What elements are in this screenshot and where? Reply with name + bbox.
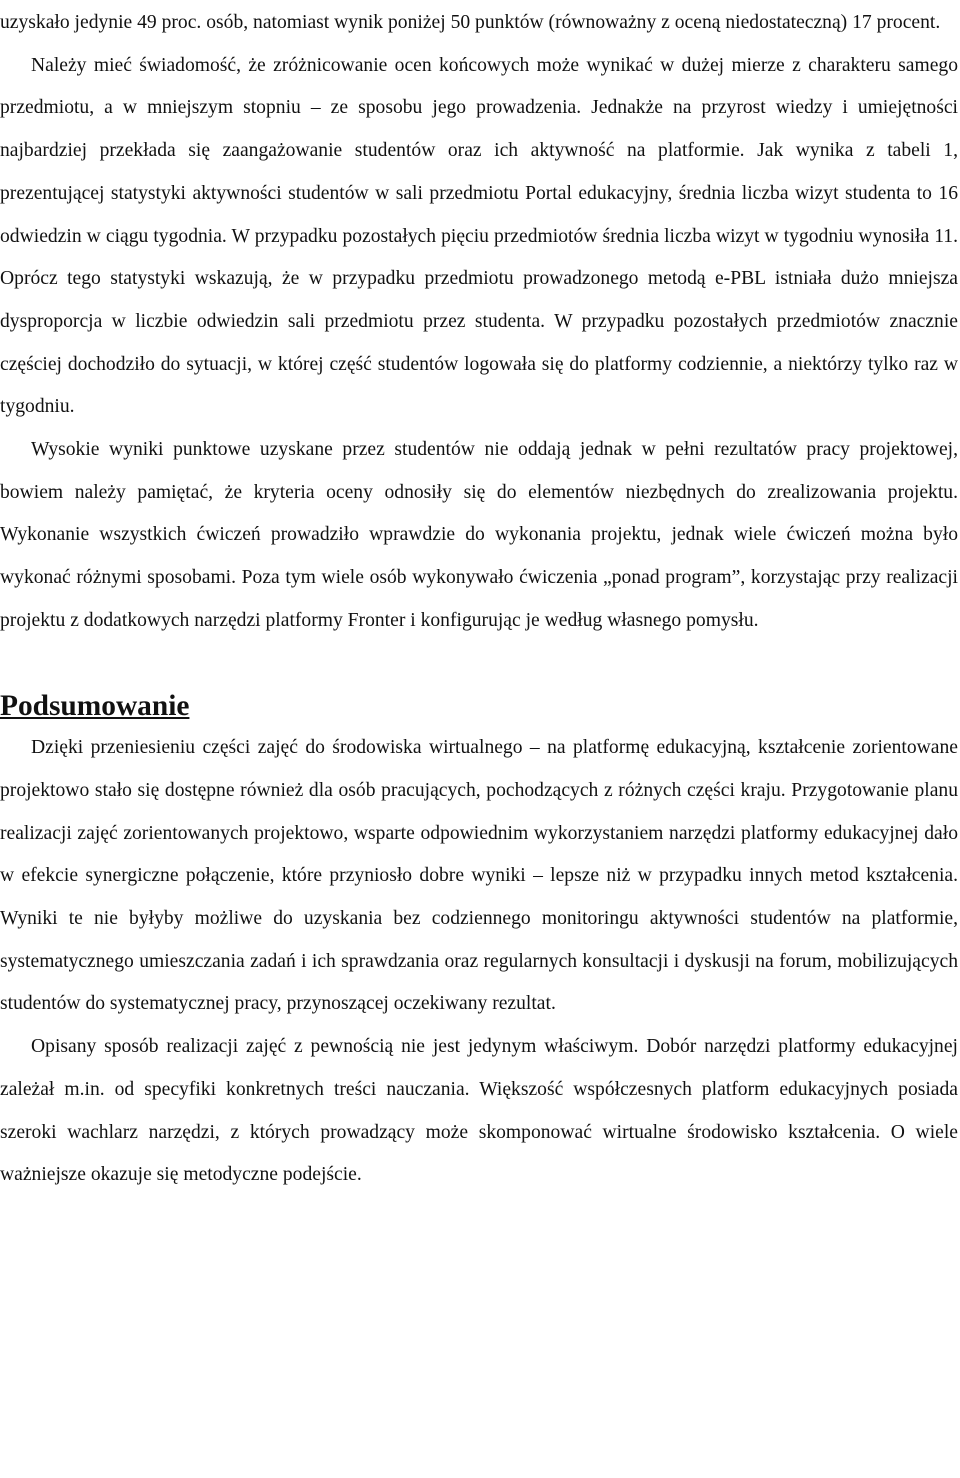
summary-paragraph-1: Dzięki przeniesieniu części zajęć do środowiska wirtualnego – na platformę edukacyjną, kształcenie zorientowane projektowo stało się dostępne również dla osób pracujących, pochodzących z różnych części kraju. Przygotowanie planu realizacji zajęć zorientowanych projektowo, wsparte odpowiednim wykorzystaniem narzędzi platformy edukacyjnej dało w efekcie synergiczne połączenie, które przyniosło dobre wyniki – lepsze niż w przypadku innych metod kształcenia. Wyniki te nie byłyby możliwe do uzyskania bez codziennego monitoringu aktywności studentów na platformie, systematycznego umieszczania zadań i ich sprawdzania oraz regularnych konsultacji i dyskusji na forum, mobilizujących studentów do systematycznej pracy, przynoszącej oczekiwany rezultat. xyxy=(0,737,958,1015)
summary-paragraph-2: Opisany sposób realizacji zajęć z pewnością nie jest jedynym właściwym. Dobór narzędzi platformy edukacyjnej zależał m.in. od specyfiki konkretnych treści nauczania. Większość współczesnych platform edukacyjnych posiada szeroki wachlarz narzędzi, z których prowadzący może skomponować wirtualne środowisko kształcenia. O wiele ważniejsze okazuje się metodyczne podejście. xyxy=(0,1036,958,1186)
project-results-paragraph: Wysokie wyniki punktowe uzyskane przez studentów nie oddają jednak w pełni rezultatów pracy projektowej, bowiem należy pamiętać, że kryteria oceny odnosiły się do elementów niezbędnych do zrealizowania projektu. Wykonanie wszystkich ćwiczeń prowadziło wprawdzie do wykonania projektu, jednak wiele ćwiczeń można było wykonać różnymi sposobami. Poza tym wiele osób wykonywało ćwiczenia „ponad program”, korzystając przy realizacji projektu z dodatkowych narzędzi platformy Fronter i konfigurując je według własnego pomysłu. xyxy=(0,439,958,631)
summary-heading: Podsumowanie xyxy=(0,689,190,722)
intro-continuation-paragraph: uzyskało jedynie 49 proc. osób, natomiast wynik poniżej 50 punktów (równoważny z oceną niedostateczną) 17 procent. xyxy=(0,12,941,33)
activity-statistics-paragraph: Należy mieć świadomość, że zróżnicowanie ocen końcowych może wynikać w dużej mierze z charakteru samego przedmiotu, a w mniejszym stopniu – ze sposobu jego prowadzenia. Jednakże na przyrost wiedzy i umiejętności najbardziej przekłada się zaangażowanie studentów oraz ich aktywność na platformie. Jak wynika z tabeli 1, prezentującej statystyki aktywności studentów w sali przedmiotu Portal edukacyjny, średnia liczba wizyt studenta to 16 odwiedzin w ciągu tygodnia. W przypadku pozostałych pięciu przedmiotów średnia liczba wizyt w tygodniu wynosiła 11. Oprócz tego statystyki wskazują, że w przypadku przedmiotu prowadzonego metodą e-PBL istniała dużo mniejsza dysproporcja w liczbie odwiedzin sali przedmiotu przez studenta. W przypadku pozostałych przedmiotów znacznie częściej dochodziło do sytuacji, w której część studentów logowała się do platformy codziennie, a niektórzy tylko raz w tygodniu. xyxy=(0,54,958,418)
document-page xyxy=(0,2,958,1197)
